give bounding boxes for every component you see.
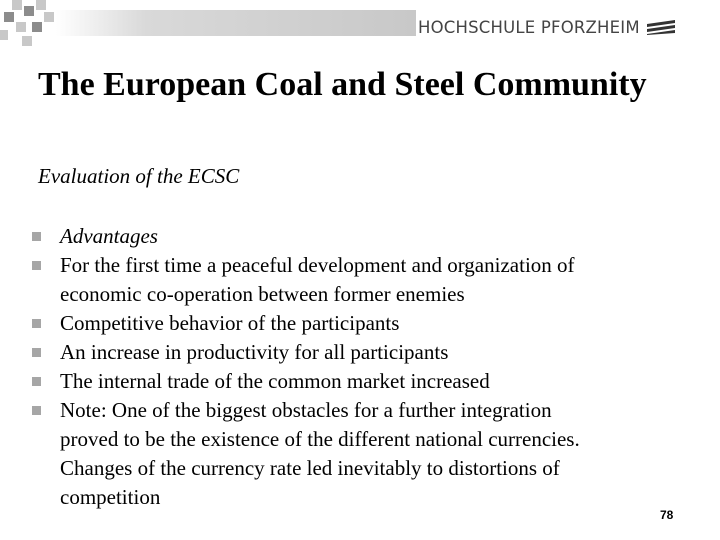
bullet-line: An increase in productivity for all participants: [60, 340, 449, 364]
bullet-text: [60, 251, 680, 309]
bullet-item: [30, 396, 680, 512]
header-bar: [56, 10, 416, 36]
bullet-item: [30, 251, 680, 309]
square-bullet-icon: [32, 261, 41, 270]
slide-title: The European Coal and Steel Community: [38, 66, 647, 103]
square-bullet-icon: [32, 232, 41, 241]
bullet-line: proved to be the existence of the different national currencies.: [60, 427, 580, 451]
bullet-line: Advantages: [60, 224, 158, 248]
bullet-text: [60, 338, 680, 367]
bullet-text: [60, 309, 680, 338]
bullet-text: [60, 222, 680, 251]
bullet-line: competition: [60, 485, 161, 509]
bullet-item: [30, 222, 680, 251]
bullet-item: [30, 367, 680, 396]
bullet-item: [30, 309, 680, 338]
corner-squares-icon: [0, 0, 60, 60]
square-bullet-icon: [32, 348, 41, 357]
page-number: 78: [660, 508, 674, 522]
square-bullet-icon: [32, 406, 41, 415]
university-logo: [418, 14, 676, 40]
bullet-item: [30, 338, 680, 367]
bullet-text: [60, 396, 680, 512]
slide-subtitle: Evaluation of the ECSC: [38, 164, 240, 188]
bullet-line: The internal trade of the common market increased: [60, 369, 490, 393]
square-bullet-icon: [32, 377, 41, 386]
bullet-line: economic co-operation between former enemies: [60, 282, 465, 306]
bullet-text: [60, 367, 680, 396]
bullet-line: Note: One of the biggest obstacles for a further integration: [60, 398, 552, 422]
bullet-line: Competitive behavior of the participants: [60, 311, 400, 335]
bullet-list: [30, 222, 680, 512]
bullet-line: Changes of the currency rate led inevitably to distortions of: [60, 456, 560, 480]
logo-text: HOCHSCHULE PFORZHEIM: [418, 17, 640, 37]
bullet-line: For the first time a peaceful development and organization of: [60, 253, 575, 277]
square-bullet-icon: [32, 319, 41, 328]
pforzheim-wave-mark-icon: [646, 19, 676, 35]
